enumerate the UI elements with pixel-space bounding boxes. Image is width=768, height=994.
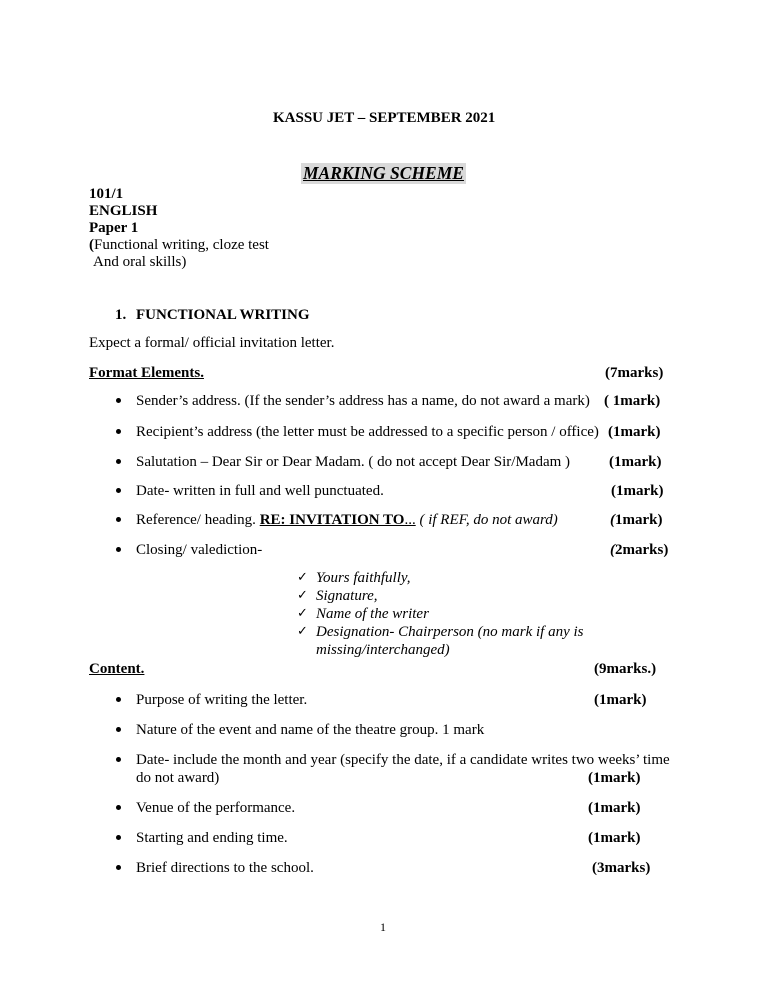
format-heading: Format Elements.	[89, 365, 204, 381]
bullet-icon	[116, 865, 121, 870]
closing-check-4: Designation- Chairperson (no mark if any is	[316, 624, 584, 640]
closing-check-1: Yours faithfully,	[316, 570, 411, 586]
content-item-venue-mark: (1mark)	[588, 800, 641, 816]
format-item-date-mark: (1mark)	[611, 483, 664, 499]
reference-re: RE: INVITATION TO	[259, 512, 405, 528]
content-item-directions-mark: (3marks)	[592, 860, 651, 876]
closing-mark-text: 2marks)	[615, 542, 669, 558]
paper-description-line1	[89, 236, 269, 254]
page-number: 1	[380, 920, 386, 934]
format-item-recipient: Recipient’s address (the letter must be addressed to a specific person / office)	[136, 424, 599, 440]
paper-code: 101/1	[89, 186, 124, 202]
bullet-icon	[116, 547, 121, 552]
format-item-closing-mark	[610, 541, 668, 559]
content-item-nature: Nature of the event and name of the theatre group. 1 mark	[136, 722, 485, 738]
checkmark-icon: ✓	[297, 588, 308, 603]
paper-desc-paren: (	[89, 237, 94, 253]
exam-title: KASSU JET – SEPTEMBER 2021	[273, 110, 496, 126]
format-marks: (7marks)	[605, 365, 664, 381]
format-item-date: Date- written in full and well punctuated.	[136, 483, 384, 499]
content-item-directions: Brief directions to the school.	[136, 860, 314, 876]
paper-number: Paper 1	[89, 220, 139, 236]
content-item-date-mark: (1mark)	[588, 770, 641, 786]
reference-note: ( if REF, do not award)	[415, 512, 558, 528]
section-number: 1.	[115, 307, 127, 323]
format-item-sender: Sender’s address. (If the sender’s address has a name, do not award a mark)	[136, 393, 590, 409]
content-item-purpose: Purpose of writing the letter.	[136, 692, 308, 708]
bullet-icon	[116, 488, 121, 493]
content-heading: Content.	[89, 661, 145, 677]
closing-check-3: Name of the writer	[316, 606, 429, 622]
reference-mark-text: 1mark)	[615, 512, 663, 528]
bullet-icon	[116, 835, 121, 840]
bullet-icon	[116, 459, 121, 464]
paper-description-line2: And oral skills)	[93, 254, 187, 270]
bullet-icon	[116, 398, 121, 403]
content-item-time: Starting and ending time.	[136, 830, 288, 846]
format-item-recipient-mark: (1mark)	[608, 424, 661, 440]
content-item-venue: Venue of the performance.	[136, 800, 296, 816]
format-item-salutation: Salutation – Dear Sir or Dear Madam. ( do not accept Dear Sir/Madam )	[136, 454, 571, 470]
format-item-reference-mark	[610, 511, 663, 529]
paper-subject: ENGLISH	[89, 203, 158, 219]
checkmark-icon: ✓	[297, 624, 308, 639]
bullet-icon	[116, 697, 121, 702]
bullet-icon	[116, 429, 121, 434]
closing-check-4-cont: missing/interchanged)	[316, 642, 450, 658]
format-item-salutation-mark: (1mark)	[609, 454, 662, 470]
content-item-purpose-mark: (1mark)	[594, 692, 647, 708]
paper-desc-text: Functional writing, cloze test	[94, 237, 269, 253]
reference-prefix: Reference/ heading.	[136, 512, 260, 528]
section-title: FUNCTIONAL WRITING	[136, 307, 310, 323]
reference-dots: ...	[404, 512, 416, 528]
bullet-icon	[116, 757, 121, 762]
bullet-icon	[116, 517, 121, 522]
bullet-icon	[116, 727, 121, 732]
content-item-date: Date- include the month and year (specify the date, if a candidate writes two weeks’ time	[136, 752, 670, 768]
format-item-closing: Closing/ valediction-	[136, 542, 263, 558]
bullet-icon	[116, 805, 121, 810]
closing-mark-paren: (	[610, 542, 615, 558]
checkmark-icon: ✓	[297, 606, 308, 621]
format-item-sender-mark: ( 1mark)	[604, 393, 661, 409]
document-title: MARKING SCHEME	[303, 163, 464, 183]
format-item-reference	[136, 511, 558, 529]
section-intro: Expect a formal/ official invitation letter.	[89, 335, 335, 351]
content-item-time-mark: (1mark)	[588, 830, 641, 846]
content-item-date-cont: do not award)	[136, 770, 220, 786]
checkmark-icon: ✓	[297, 570, 308, 585]
reference-mark-paren: (	[610, 512, 615, 528]
content-marks: (9marks.)	[594, 661, 657, 677]
closing-check-2: Signature,	[316, 588, 378, 604]
